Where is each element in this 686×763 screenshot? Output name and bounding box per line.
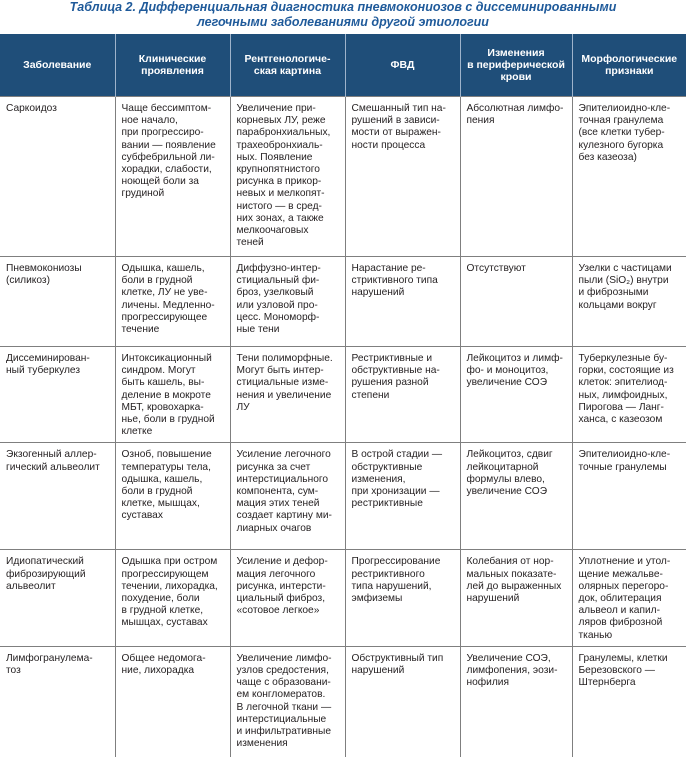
cell-clinical: Озноб, повышение температуры тела, одышка, кашель, боли в грудной клетке, мышцах, суставах xyxy=(115,443,230,550)
cell-blood: Лейкоцитоз и лимф- фо- и моноцитоз, увеличение СОЭ xyxy=(460,347,572,443)
table-title-line-2: легочными заболеваниями другой этиологии xyxy=(197,15,489,29)
cell-morphology: Гранулемы, клетки Березовского — Штернберга xyxy=(572,646,686,757)
cell-fvd: В острой стадии — обструктивные изменения, при хронизации — рестриктивные xyxy=(345,443,460,550)
cell-xray: Усиление легочного рисунка за счет интерстициального компонента, сум- мация этих теней создает картину ми- лиарных очагов xyxy=(230,443,345,550)
table-row xyxy=(0,646,686,757)
header-row xyxy=(0,34,686,97)
cell-fvd: Рестриктивные и обструктивные на- рушения разной степени xyxy=(345,347,460,443)
cell-morphology: Туберкулезные бу- горки, состоящие из клеток: эпителиод- ных, лимфоидных, Пирогова — Ланг- ханса, с казеозом xyxy=(572,347,686,443)
cell-fvd: Нарастание ре- стриктивного типа нарушений xyxy=(345,257,460,347)
cell-xray: Увеличение при- корневых ЛУ, реже парабронхиальных, трахеобронхиаль- ных. Появление крупнопятнистого рисунка в прикор- невых и мелкопят- нистого — в сред- них зонах, а также мелкоочаговых теней xyxy=(230,97,345,257)
table-body xyxy=(0,97,686,757)
table-title xyxy=(0,0,686,30)
table-row xyxy=(0,97,686,257)
cell-morphology: Узелки с частицами пыли (SiO₂) внутри и фиброзными кольцами вокруг xyxy=(572,257,686,347)
cell-fvd: Обструктивный тип нарушений xyxy=(345,646,460,757)
cell-xray: Увеличение лимфо- узлов средостения, чаще с образовани- ем конгломератов. В легочной ткани — интерстициальные и инфильтративные изменения xyxy=(230,646,345,757)
cell-clinical: Интоксикационный синдром. Могут быть кашель, вы- деление в мокроте МБТ, кровохарка- нье, боли в грудной клетке xyxy=(115,347,230,443)
cell-xray: Тени полиморфные. Могут быть интер- стициальные изме- нения и увеличение ЛУ xyxy=(230,347,345,443)
cell-clinical: Чаще бессимптом- ное начало, при прогрессиро- вании — появление субфебрильной ли- хорадки, слабости, ноющей боли за грудиной xyxy=(115,97,230,257)
cell-blood: Абсолютная лимфо- пения xyxy=(460,97,572,257)
cell-blood: Лейкоцитоз, сдвиг лейкоцитарной формулы влево, увеличение СОЭ xyxy=(460,443,572,550)
cell-disease: Экзогенный аллер- гический альвеолит xyxy=(0,443,115,550)
cell-blood: Отсутствуют xyxy=(460,257,572,347)
table-row xyxy=(0,257,686,347)
cell-disease: Лимфогранулема- тоз xyxy=(0,646,115,757)
cell-xray: Диффузно-интер- стициальный фи- броз, узелковый или узловой про- цесс. Мономорф- ные тени xyxy=(230,257,345,347)
cell-disease: Диссеминирован- ный туберкулез xyxy=(0,347,115,443)
header-disease: Заболевание xyxy=(0,34,115,97)
header-morphology: Морфологические признаки xyxy=(572,34,686,97)
cell-clinical: Общее недомога- ние, лихорадка xyxy=(115,646,230,757)
cell-disease: Идиопатический фиброзирующий альвеолит xyxy=(0,550,115,646)
table-header xyxy=(0,34,686,97)
cell-blood: Увеличение СОЭ, лимфопения, эози- нофилия xyxy=(460,646,572,757)
cell-xray: Усиление и дефор- мация легочного рисунка, интерсти- циальный фиброз, «сотовое легкое» xyxy=(230,550,345,646)
cell-disease: Саркоидоз xyxy=(0,97,115,257)
cell-morphology: Эпителиоидно-кле- точная гранулема (все клетки тубер- кулезного бугорка без казеоза) xyxy=(572,97,686,257)
cell-disease: Пневмокониозы (силикоз) xyxy=(0,257,115,347)
cell-clinical: Одышка при остром прогрессирующем течении, лихорадка, похудение, боли в грудной клетке, мышцах, суставах xyxy=(115,550,230,646)
cell-clinical: Одышка, кашель, боли в грудной клетке, ЛУ не уве- личены. Медленно- прогрессирующее течение xyxy=(115,257,230,347)
cell-blood: Колебания от нор- мальных показате- лей до выраженных нарушений xyxy=(460,550,572,646)
cell-fvd: Прогрессирование рестриктивного типа нарушений, эмфиземы xyxy=(345,550,460,646)
differential-diagnosis-table xyxy=(0,34,686,757)
table-row xyxy=(0,550,686,646)
table-title-line-1: Таблица 2. Дифференциальная диагностика пневмокониозов с диссеминированными xyxy=(69,0,617,14)
cell-morphology: Уплотнение и утол- щение межальве- олярных перегоро- док, облитерация альвеол и капил- ляров фиброзной тканью xyxy=(572,550,686,646)
header-xray: Рентгенологиче- ская картина xyxy=(230,34,345,97)
table-row xyxy=(0,443,686,550)
cell-fvd: Смешанный тип на- рушений в зависи- мости от выражен- ности процесса xyxy=(345,97,460,257)
table-row xyxy=(0,347,686,443)
header-fvd: ФВД xyxy=(345,34,460,97)
header-clinical: Клинические проявления xyxy=(115,34,230,97)
header-blood: Изменения в периферической крови xyxy=(460,34,572,97)
cell-morphology: Эпителиоидно-кле- точные гранулемы xyxy=(572,443,686,550)
